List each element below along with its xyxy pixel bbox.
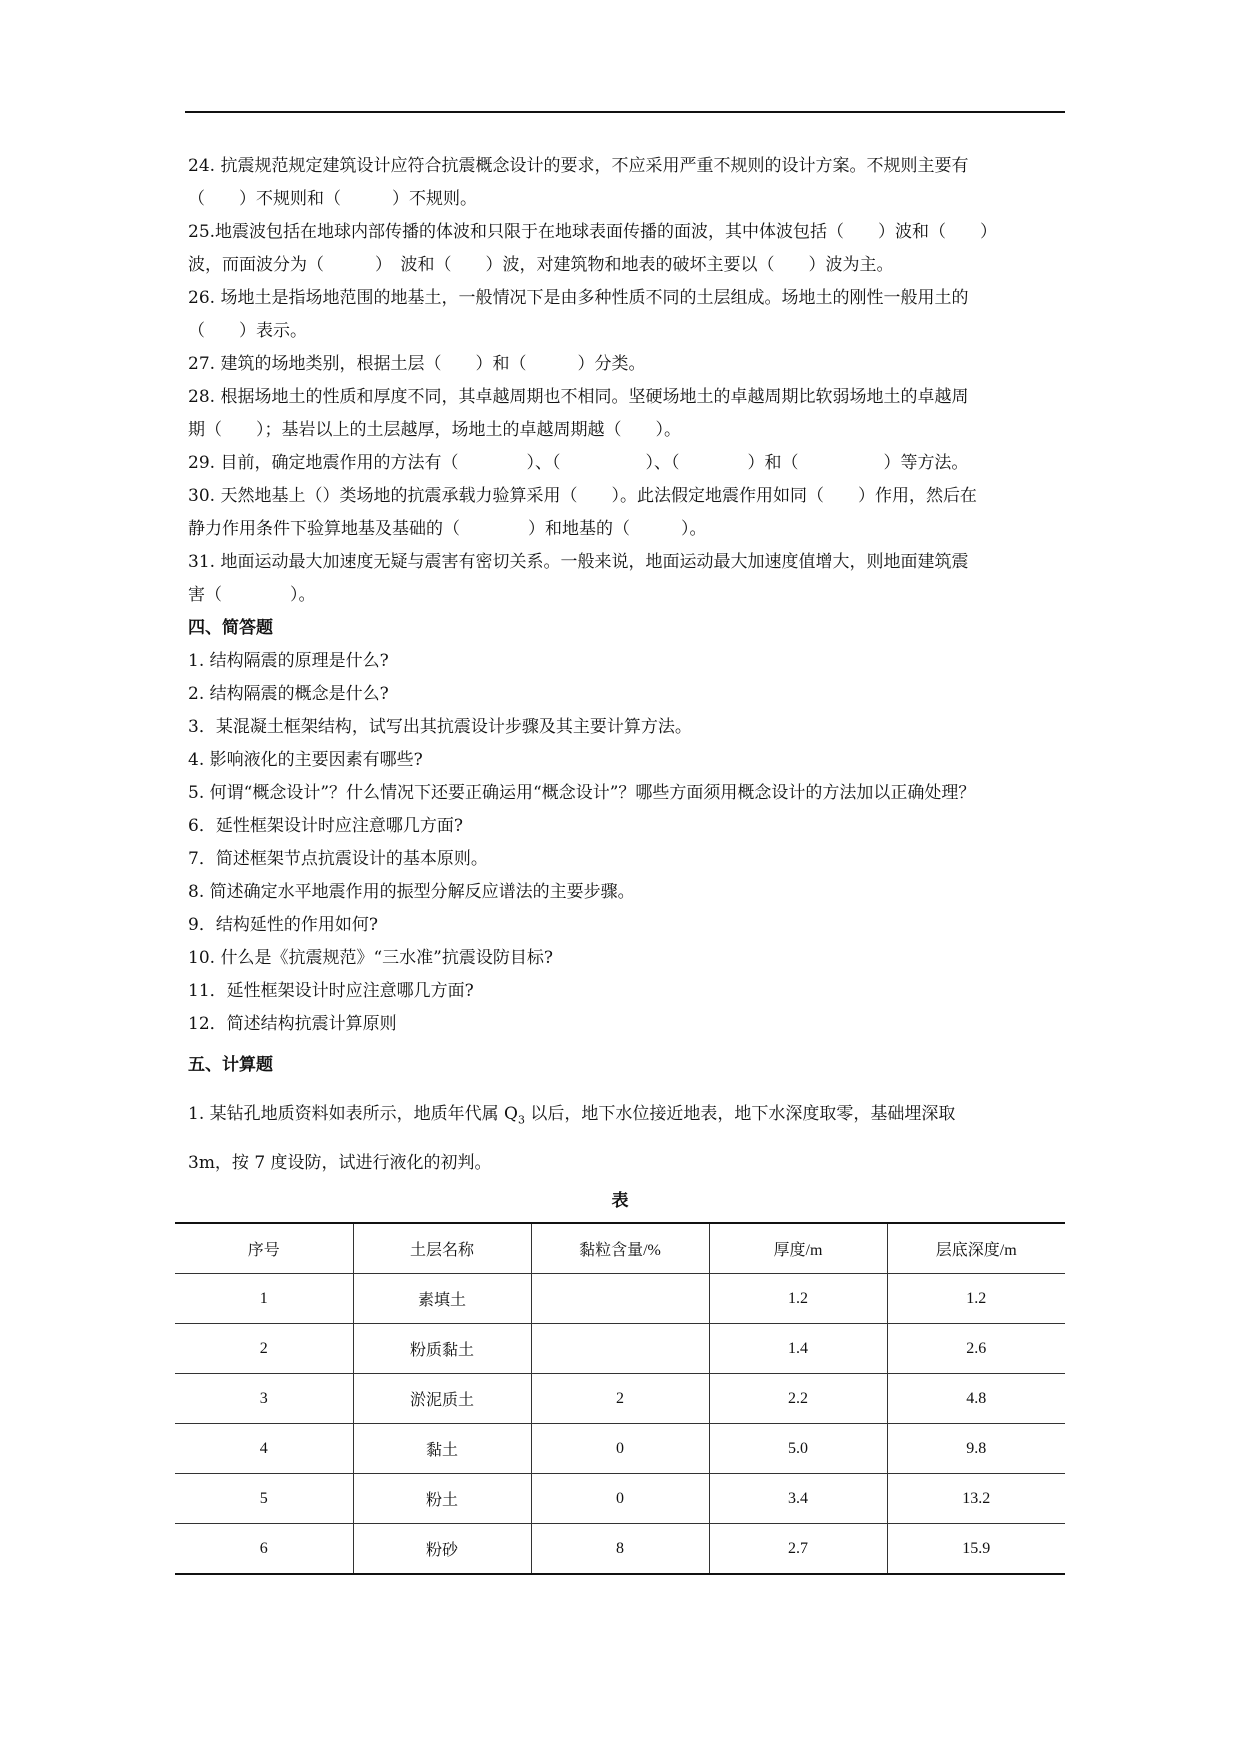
section-4-heading: 四、简答题 [188,618,273,638]
cell-soil-name: 粉质黏土 [353,1324,531,1374]
header-rule [185,111,1065,113]
short-answer-item: 8. 简述确定水平地震作用的振型分解反应谱法的主要步骤。 [188,882,635,902]
header-cell-bottom-depth: 层底深度/m [887,1223,1065,1274]
short-answer-item: 12．简述结构抗震计算原则 [188,1014,397,1034]
cell-soil-name: 粉土 [353,1474,531,1524]
cell-soil-name: 粉砂 [353,1524,531,1575]
short-answer-item: 3．某混凝土框架结构，试写出其抗震设计步骤及其主要计算方法。 [188,717,692,737]
short-answer-item: 5. 何谓“概念设计”？什么情况下还要正确运用“概念设计”？哪些方面须用概念设计的方法加以正确处理？ [188,783,976,803]
cell-soil-name: 淤泥质土 [353,1374,531,1424]
question-28-line-1: 28. 根据场地土的性质和厚度不同，其卓越周期也不相同。坚硬场地土的卓越周期比软弱场地土的卓越周 [188,387,969,407]
short-answer-item: 4. 影响液化的主要因素有哪些? [188,750,423,770]
cell-thickness: 1.2 [709,1274,887,1324]
header-cell-soil-name: 土层名称 [353,1223,531,1274]
question-28-line-2: 期（ ）；基岩以上的土层越厚，场地土的卓越周期越（ ）。 [188,420,681,440]
cell-bottom-depth: 13.2 [887,1474,1065,1524]
table-row [175,1524,1065,1575]
question-27-line-1: 27. 建筑的场地类别，根据土层（ ）和（ ）分类。 [188,354,646,374]
section-5-heading: 五、计算题 [188,1055,273,1075]
calc-problem-text-a: 1. 某钻孔地质资料如表所示，地质年代属 Q [188,1104,518,1124]
cell-soil-name: 黏土 [353,1424,531,1474]
cell-index: 4 [175,1424,353,1474]
short-answer-item: 10. 什么是《抗震规范》“三水准”抗震设防目标? [188,948,553,968]
short-answer-item: 7．简述框架节点抗震设计的基本原则。 [188,849,488,869]
document-body [188,150,1058,1188]
cell-index: 2 [175,1324,353,1374]
cell-bottom-depth: 15.9 [887,1524,1065,1575]
cell-bottom-depth: 9.8 [887,1424,1065,1474]
calc-problem-line-1 [188,1090,1058,1139]
cell-bottom-depth: 4.8 [887,1374,1065,1424]
short-answer-list [188,645,1058,1041]
question-30-line-2: 静力作用条件下验算地基及基础的（ ）和地基的（ ）。 [188,519,707,539]
cell-clay-content: 8 [531,1524,709,1575]
cell-index: 1 [175,1274,353,1324]
cell-clay-content [531,1324,709,1374]
cell-index: 6 [175,1524,353,1575]
fill-blank-questions [188,150,1058,612]
short-answer-item: 9．结构延性的作用如何? [188,915,378,935]
header-cell-clay-content: 黏粒含量/% [531,1223,709,1274]
question-26-line-2: （ ）表示。 [188,321,307,341]
cell-thickness: 2.7 [709,1524,887,1575]
table-row [175,1374,1065,1424]
cell-bottom-depth: 2.6 [887,1324,1065,1374]
calc-problem-text-b: 以后，地下水位接近地表，地下水深度取零，基础埋深取 [524,1104,956,1124]
short-answer-item: 11．延性框架设计时应注意哪几方面? [188,981,474,1001]
question-24-line-1: 24. 抗震规范规定建筑设计应符合抗震概念设计的要求，不应采用严重不规则的设计方案。不规则主要有 [188,156,969,176]
question-25-line-2: 波，而面波分为（ ） 波和（ ）波，对建筑物和地表的破坏主要以（ ）波为主。 [188,255,894,275]
cell-thickness: 2.2 [709,1374,887,1424]
soil-layer-table [175,1222,1065,1575]
table-row [175,1274,1065,1324]
cell-clay-content: 0 [531,1424,709,1474]
short-answer-item: 2. 结构隔震的概念是什么? [188,684,389,704]
header-cell-thickness: 厚度/m [709,1223,887,1274]
header-cell-index: 序号 [175,1223,353,1274]
question-30-line-1: 30. 天然地基上（）类场地的抗震承载力验算采用（ ）。此法假定地震作用如同（ ）作用，然后在 [188,486,977,506]
short-answer-item: 6．延性框架设计时应注意哪几方面? [188,816,463,836]
cell-index: 3 [175,1374,353,1424]
short-answer-item: 1. 结构隔震的原理是什么? [188,651,389,671]
calc-problem-subscript: 3 [517,1113,525,1127]
cell-thickness: 5.0 [709,1424,887,1474]
table-row [175,1474,1065,1524]
question-25-line-1: 25.地震波包括在地球内部传播的体波和只限于在地球表面传播的面波，其中体波包括（ ）波和（ ） [188,222,998,242]
table-row [175,1324,1065,1374]
cell-clay-content [531,1274,709,1324]
table-caption: 表 [611,1191,629,1211]
question-31-line-1: 31. 地面运动最大加速度无疑与震害有密切关系。一般来说，地面运动最大加速度值增大，则地面建筑震 [188,552,969,572]
cell-thickness: 1.4 [709,1324,887,1374]
cell-clay-content: 0 [531,1474,709,1524]
cell-clay-content: 2 [531,1374,709,1424]
cell-bottom-depth: 1.2 [887,1274,1065,1324]
cell-index: 5 [175,1474,353,1524]
question-26-line-1: 26. 场地土是指场地范围的地基土，一般情况下是由多种性质不同的土层组成。场地土的刚性一般用土的 [188,288,969,308]
table-header-row [175,1223,1065,1274]
question-24-line-2: （ ）不规则和（ ）不规则。 [188,189,477,209]
question-29-line-1: 29. 目前，确定地震作用的方法有（ ）、（ ）、（ ）和（ ）等方法。 [188,453,969,473]
question-31-line-2: 害（ ）。 [188,585,316,605]
cell-thickness: 3.4 [709,1474,887,1524]
cell-soil-name: 素填土 [353,1274,531,1324]
calc-problem-line-2: 3m，按 7 度设防，试进行液化的初判。 [188,1153,492,1173]
table-row [175,1424,1065,1474]
